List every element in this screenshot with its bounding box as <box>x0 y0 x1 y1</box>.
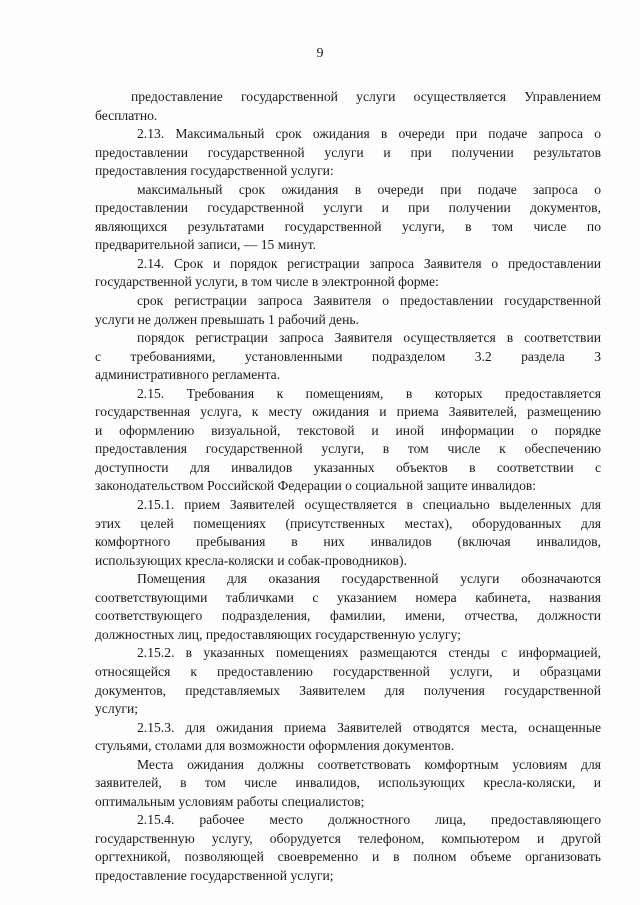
text-line: услуги; <box>95 701 139 717</box>
text-line: предоставление государственной услуги осуществляется Управлением <box>131 89 601 104</box>
text-line: предоставлении государственной услуги и при получении результатов <box>95 144 601 160</box>
text-line: оргтехникой, позволяющей своевременно и в полном объеме организовать <box>95 849 601 865</box>
text-line: оптимальным условиям работы специалистов; <box>95 793 365 809</box>
text-line: государственной услуги, в том числе в электронной форме: <box>95 274 439 290</box>
text-line: бесплатно. <box>95 107 158 123</box>
text-line: 2.15. Требования к помещениям, в которых предоставляется <box>137 385 601 401</box>
text-line: заявителей, в том числе инвалидов, использующих кресла-коляски, и <box>95 775 601 791</box>
text-line: административного регламента. <box>95 367 281 383</box>
text-line: законодательством Российской Федерации о социальной защите инвалидов: <box>95 478 537 494</box>
text-line: 2.15.4. рабочее место должностного лица, предоставляющего <box>137 812 601 828</box>
text-line: комфортного пребывания в них инвалидов (включая инвалидов, <box>95 534 601 550</box>
text-line: Места ожидания должны соответствовать комфортным условиям для <box>137 756 601 772</box>
text-line: максимальный срок ожидания в очереди при подаче запроса о <box>137 181 601 197</box>
text-line: должностных лиц, предоставляющих государственную услугу; <box>95 626 461 642</box>
text-line: Помещения для оказания государственной услуги обозначаются <box>137 571 601 587</box>
text-line: 2.15.1. прием Заявителей осуществляется в специально выделенных для <box>137 497 601 513</box>
text-line: государственная услуга, к месту ожидания и приема Заявителей, размещению <box>95 404 601 420</box>
text-line: срок регистрации запроса Заявителя о предоставлении государственной <box>137 293 601 309</box>
page-number: 9 <box>316 46 324 61</box>
text-line: соответствующего подразделения, фамилии, имени, отчества, должности <box>95 608 601 624</box>
text-line: доступности для инвалидов указанных объектов в соответствии с <box>95 459 601 475</box>
text-line: услуги не должен превышать 1 рабочий день. <box>95 311 359 327</box>
text-line: соответствующими табличками с указанием номера кабинета, названия <box>95 589 601 605</box>
text-line: 2.13. Максимальный срок ожидания в очереди при подаче запроса о <box>137 126 601 142</box>
text-line: 2.15.2. в указанных помещениях размещаются стенды с информацией, <box>137 645 601 661</box>
text-line: являющихся результатами государственной услуги, в том числе по <box>95 218 601 234</box>
text-line: 2.15.3. для ожидания приема Заявителей отводятся места, оснащенные <box>137 719 601 735</box>
text-line: государственную услугу, оборудуется телефоном, компьютером и другой <box>95 830 601 846</box>
text-line: предоставления государственной услуги, в том числе к обеспечению <box>95 441 601 457</box>
text-line: документов, представляемых Заявителем для получения государственной <box>95 682 601 698</box>
text-line: предварительной записи, — 15 минут. <box>95 237 317 253</box>
text-line: предоставления государственной услуги: <box>95 163 334 179</box>
text-line: относящейся к предоставлению государственной услуги, и образцами <box>95 663 601 679</box>
text-line: этих целей помещениях (присутственных местах), оборудованных для <box>95 515 601 531</box>
text-line: предоставлении государственной услуги и при получении документов, <box>95 200 601 216</box>
text-line: и оформлению визуальной, текстовой и иной информации о порядке <box>95 422 601 438</box>
text-line: 2.14. Срок и порядок регистрации запроса Заявителя о предоставлении <box>137 255 601 271</box>
text-line: использующих кресла-коляски и собак-проводников). <box>95 552 407 568</box>
text-line: порядок регистрации запроса Заявителя осуществляется в соответствии <box>137 330 601 346</box>
text-line: с требованиями, установленными подразделом 3.2 раздела 3 <box>95 348 601 364</box>
document-body <box>95 88 601 886</box>
text-line: предоставление государственной услуги; <box>95 867 334 883</box>
text-line: стульями, столами для возможности оформления документов. <box>95 738 455 754</box>
